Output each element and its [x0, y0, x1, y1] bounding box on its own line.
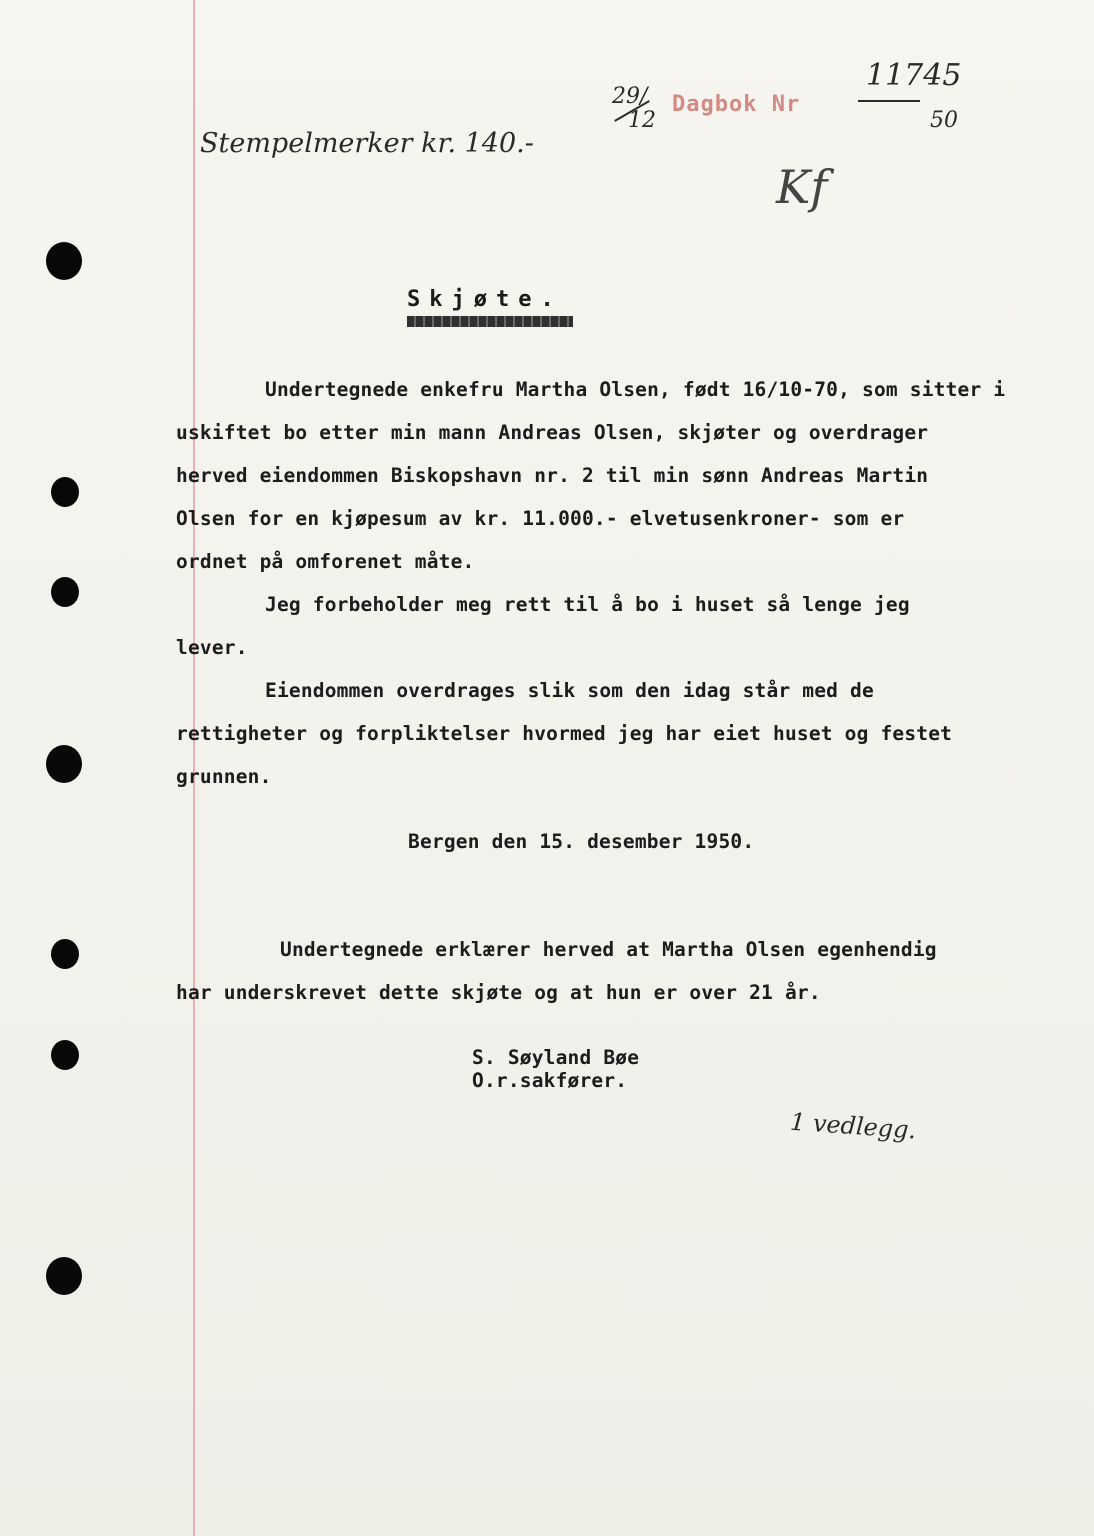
declaration-line: Undertegnede erklærer herved at Martha Olsen egenhendig: [280, 938, 937, 961]
body-line: ordnet på omforenet måte.: [176, 550, 475, 573]
body-line: rettigheter og forpliktelser hvormed jeg har eiet huset og festet: [176, 722, 953, 745]
dagbok-year: 50: [930, 108, 958, 133]
body-line: Undertegnede enkefru Martha Olsen, født 16/10-70, som sitter i: [265, 378, 1006, 401]
dagbok-number: 11745: [866, 58, 962, 93]
signature-name: S. Søyland Bøe: [472, 1046, 640, 1069]
body-line: Eiendommen overdrages slik som den idag står med de: [265, 679, 874, 702]
punch-hole: [46, 1257, 82, 1295]
initials: Kf: [776, 160, 828, 214]
punch-hole: [46, 745, 82, 783]
body-line: herved eiendommen Biskopshavn nr. 2 til min sønn Andreas Martin: [176, 464, 929, 487]
attachment-note: 1 vedlegg.: [789, 1107, 918, 1145]
dagbok-line: [858, 100, 920, 102]
dagbok-stamp: Dagbok Nr: [672, 92, 801, 117]
document-title: Skjøte.: [407, 287, 563, 312]
punch-hole: [46, 242, 82, 280]
body-line: Jeg forbeholder meg rett til å bo i huset så lenge jeg: [265, 593, 910, 616]
punch-hole: [51, 577, 79, 607]
body-line: lever.: [176, 636, 248, 659]
signature-title: O.r.sakfører.: [472, 1069, 628, 1092]
punch-hole: [51, 477, 79, 507]
body-line: grunnen.: [176, 765, 272, 788]
title-underline: [407, 316, 573, 327]
place-date-line: Bergen den 15. desember 1950.: [408, 830, 755, 853]
date-fraction-top: 29/: [612, 84, 648, 109]
stamp-marks-note: Stempelmerker kr. 140.-: [200, 128, 534, 159]
punch-hole: [51, 939, 79, 969]
punch-hole: [51, 1040, 79, 1070]
date-fraction-bottom: 12: [628, 108, 656, 133]
body-line: Olsen for en kjøpesum av kr. 11.000.- elvetusenkroner- som er: [176, 507, 905, 530]
declaration-line: har underskrevet dette skjøte og at hun er over 21 år.: [176, 981, 821, 1004]
body-line: uskiftet bo etter min mann Andreas Olsen, skjøter og overdrager: [176, 421, 929, 444]
